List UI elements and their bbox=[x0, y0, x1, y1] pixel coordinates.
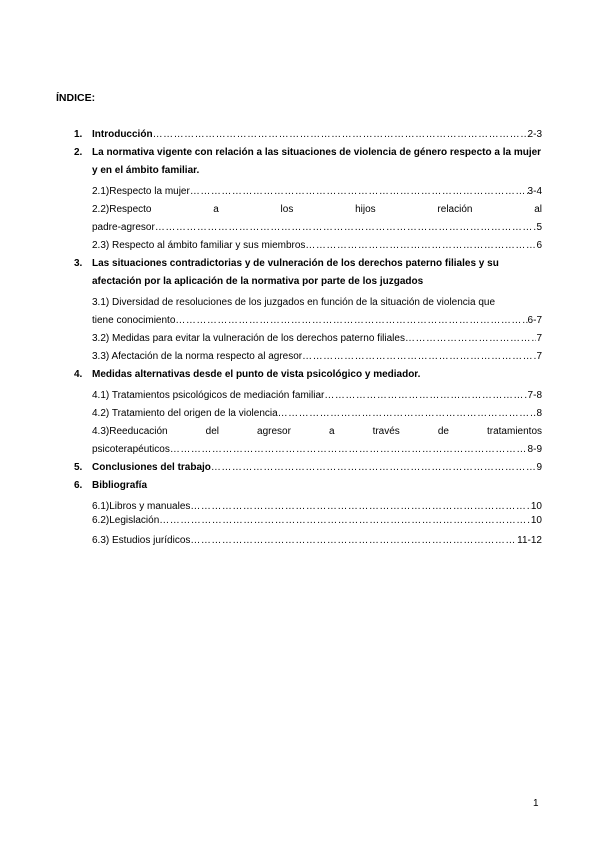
section-number: 3. bbox=[74, 258, 83, 269]
entry-text: 6.2)Legislación bbox=[92, 515, 160, 526]
section-number: 4. bbox=[74, 369, 83, 380]
dot-leader bbox=[324, 387, 527, 405]
toc-section-2 bbox=[74, 144, 542, 180]
page-ref: 8-9 bbox=[527, 444, 542, 455]
toc-entry-2-1 bbox=[74, 183, 542, 201]
entry-text-line1: 3.1) Diversidad de resoluciones de los juzgados en función de la situación de violencia que bbox=[92, 297, 496, 308]
entry-text: 2.1)Respecto la mujer bbox=[92, 186, 190, 197]
page-ref: 5 bbox=[536, 222, 542, 233]
entry-text-line1: 4.3)Reeducación del agresor a través de tratamientos bbox=[92, 426, 543, 437]
page-ref: 10 bbox=[530, 501, 542, 512]
section-number: 6. bbox=[74, 480, 83, 491]
dot-leader bbox=[190, 183, 528, 201]
dot-leader bbox=[278, 405, 537, 423]
section-number: 5. bbox=[74, 462, 83, 473]
page-ref: 7 bbox=[536, 333, 542, 344]
page-ref: 11-12 bbox=[517, 535, 542, 546]
dot-leader bbox=[405, 330, 536, 348]
section-title: La normativa vigente con relación a las situaciones de violencia de género respecto a la mujer y en el ámbito familiar. bbox=[92, 147, 542, 176]
toc-entry-2-2 bbox=[74, 201, 542, 237]
section-title: Introducción bbox=[92, 129, 153, 140]
entry-text-line2: psicoterapéuticos bbox=[92, 444, 170, 455]
section-title: Medidas alternativas desde el punto de vista psicológico y mediador. bbox=[92, 369, 421, 380]
entry-text: 4.2) Tratamiento del origen de la violencia bbox=[92, 408, 278, 419]
dot-leader bbox=[302, 348, 536, 366]
dot-leader bbox=[159, 512, 531, 530]
toc-entry-3-3 bbox=[74, 348, 542, 366]
toc-entry-6-3 bbox=[74, 532, 542, 550]
toc-entry-2-3 bbox=[74, 237, 542, 255]
dot-leader bbox=[211, 459, 537, 477]
section-title: Las situaciones contradictorias y de vulneración de los derechos paterno filiales y su afectación por la aplicación de la normativa por parte de los juzgados bbox=[92, 258, 499, 287]
entry-text-line2: tiene conocimiento bbox=[92, 315, 176, 326]
section-title: Conclusiones del trabajo bbox=[92, 462, 211, 473]
page-ref: 6-7 bbox=[527, 315, 542, 326]
section-title: Bibliografía bbox=[92, 480, 148, 491]
toc-entry-6-2 bbox=[74, 512, 542, 530]
entry-text-line2: padre-agresor bbox=[92, 222, 155, 233]
toc-section-5 bbox=[74, 459, 542, 477]
toc-entry-4-2 bbox=[74, 405, 542, 423]
toc-entry-3-2 bbox=[74, 330, 542, 348]
entry-text: 6.3) Estudios jurídicos bbox=[92, 535, 191, 546]
page-ref: 7 bbox=[536, 351, 542, 362]
dot-leader bbox=[153, 126, 528, 144]
section-number: 1. bbox=[74, 129, 83, 140]
dot-leader bbox=[170, 441, 528, 459]
entry-text: 4.1) Tratamientos psicológicos de mediación familiar bbox=[92, 390, 325, 401]
entry-text: 6.1)Libros y manuales bbox=[92, 501, 191, 512]
toc-section-4 bbox=[74, 366, 542, 384]
page-ref: 9 bbox=[536, 462, 542, 473]
page-ref: 10 bbox=[530, 515, 542, 526]
page-ref: 2-3 bbox=[527, 129, 542, 140]
page-ref: 3-4 bbox=[527, 186, 542, 197]
toc-section-6 bbox=[74, 477, 542, 495]
page-ref: 7-8 bbox=[527, 390, 542, 401]
toc-entry-3-1 bbox=[74, 294, 542, 330]
dot-leader bbox=[190, 532, 517, 550]
page-ref: 8 bbox=[536, 408, 542, 419]
page-ref: 6 bbox=[536, 240, 542, 251]
toc-section-1 bbox=[74, 126, 542, 144]
toc-section-3 bbox=[74, 255, 542, 291]
entry-text-line1: 2.2)Respecto a los hijos relación al bbox=[92, 204, 542, 215]
table-of-contents bbox=[74, 126, 542, 550]
page-title: ÍNDICE: bbox=[56, 92, 96, 104]
entry-text: 3.2) Medidas para evitar la vulneración de los derechos paterno filiales bbox=[92, 333, 405, 344]
toc-entry-4-3 bbox=[74, 423, 542, 459]
page-number: 1 bbox=[533, 798, 539, 809]
entry-text: 3.3) Afectación de la norma respecto al agresor bbox=[92, 351, 303, 362]
toc-entry-4-1 bbox=[74, 387, 542, 405]
dot-leader bbox=[155, 219, 537, 237]
dot-leader bbox=[305, 237, 536, 255]
section-number: 2. bbox=[74, 147, 83, 158]
entry-text: 2.3) Respecto al ámbito familiar y sus miembros bbox=[92, 240, 306, 251]
dot-leader bbox=[175, 312, 527, 330]
